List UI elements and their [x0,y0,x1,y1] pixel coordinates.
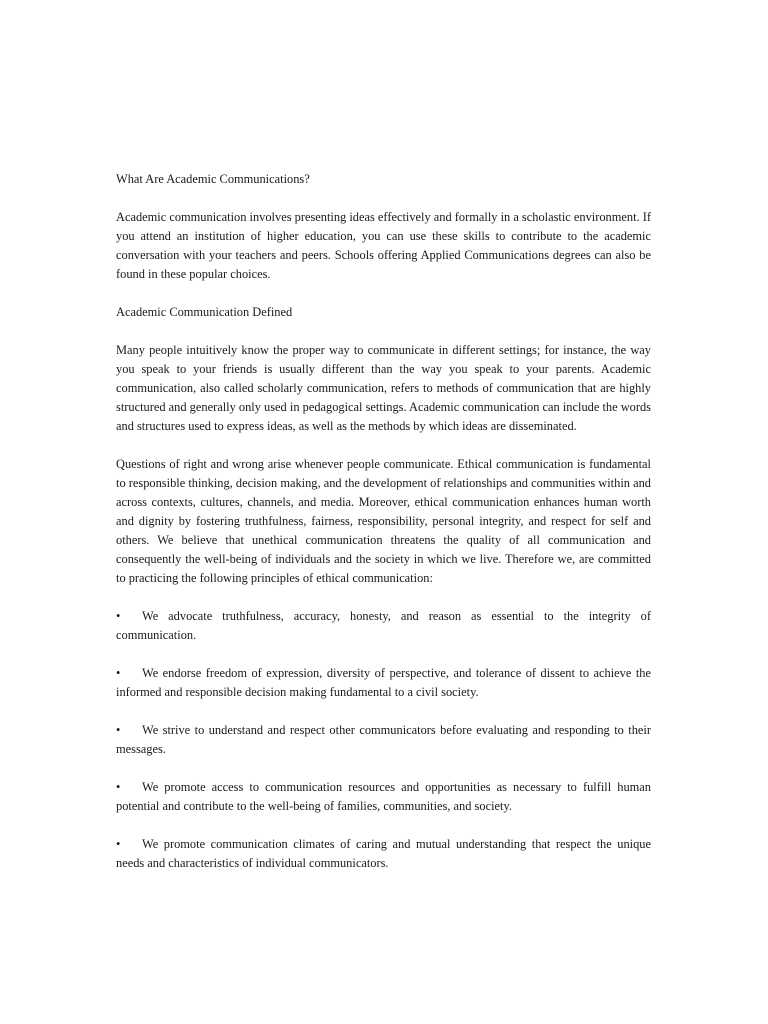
section-heading: Academic Communication Defined [116,305,293,319]
principle-text: We strive to understand and respect other communicators before evaluating and responding to their messages. [116,723,651,756]
bullet-mark: • [116,666,121,680]
principle-item [116,664,651,702]
principle-item [116,835,651,873]
principle-text: We advocate truthfulness, accuracy, honesty, and reason as essential to the integrity of communication. [116,609,651,642]
principle-text: We promote communication climates of caring and mutual understanding that respect the unique needs and characteristics of individual communicators. [116,837,651,870]
definition-paragraph: Many people intuitively know the proper way to communicate in different settings; for instance, the way you speak to your friends is usually different than the way you speak to your parents. Academic communication, also called scholarly communication, refers to methods of communication that are highly structured and generally only used in pedagogical settings. Academic communication can include the words and structures used to express ideas, as well as the methods by which ideas are disseminated. [116,343,651,433]
principle-item [116,778,651,816]
bullet-mark: • [116,837,121,851]
document-title: What Are Academic Communications? [116,172,310,186]
intro-paragraph: Academic communication involves presenting ideas effectively and formally in a scholastic environment. If you attend an institution of higher education, you can use these skills to contribute to the academic conversation with your teachers and peers. Schools offering Applied Communications degrees can also be found in these popular choices. [116,210,651,281]
ethics-paragraph: Questions of right and wrong arise whenever people communicate. Ethical communication is fundamental to responsible thinking, decision making, and the development of relationships and communities within and across contexts, cultures, channels, and media. Moreover, ethical communication enhances human worth and dignity by fostering truthfulness, fairness, responsibility, personal integrity, and respect for self and others. We believe that unethical communication threatens the quality of all communication and consequently the well-being of individuals and the society in which we live. Therefore we, are committed to practicing the following principles of ethical communication: [116,457,651,585]
bullet-mark: • [116,780,121,794]
bullet-mark: • [116,723,121,737]
document-page [116,170,651,892]
principle-item [116,721,651,759]
principle-item [116,607,651,645]
bullet-mark: • [116,609,121,623]
principle-text: We endorse freedom of expression, diversity of perspective, and tolerance of dissent to achieve the informed and responsible decision making fundamental to a civil society. [116,666,651,699]
principle-text: We promote access to communication resources and opportunities as necessary to fulfill human potential and contribute to the well-being of families, communities, and society. [116,780,651,813]
